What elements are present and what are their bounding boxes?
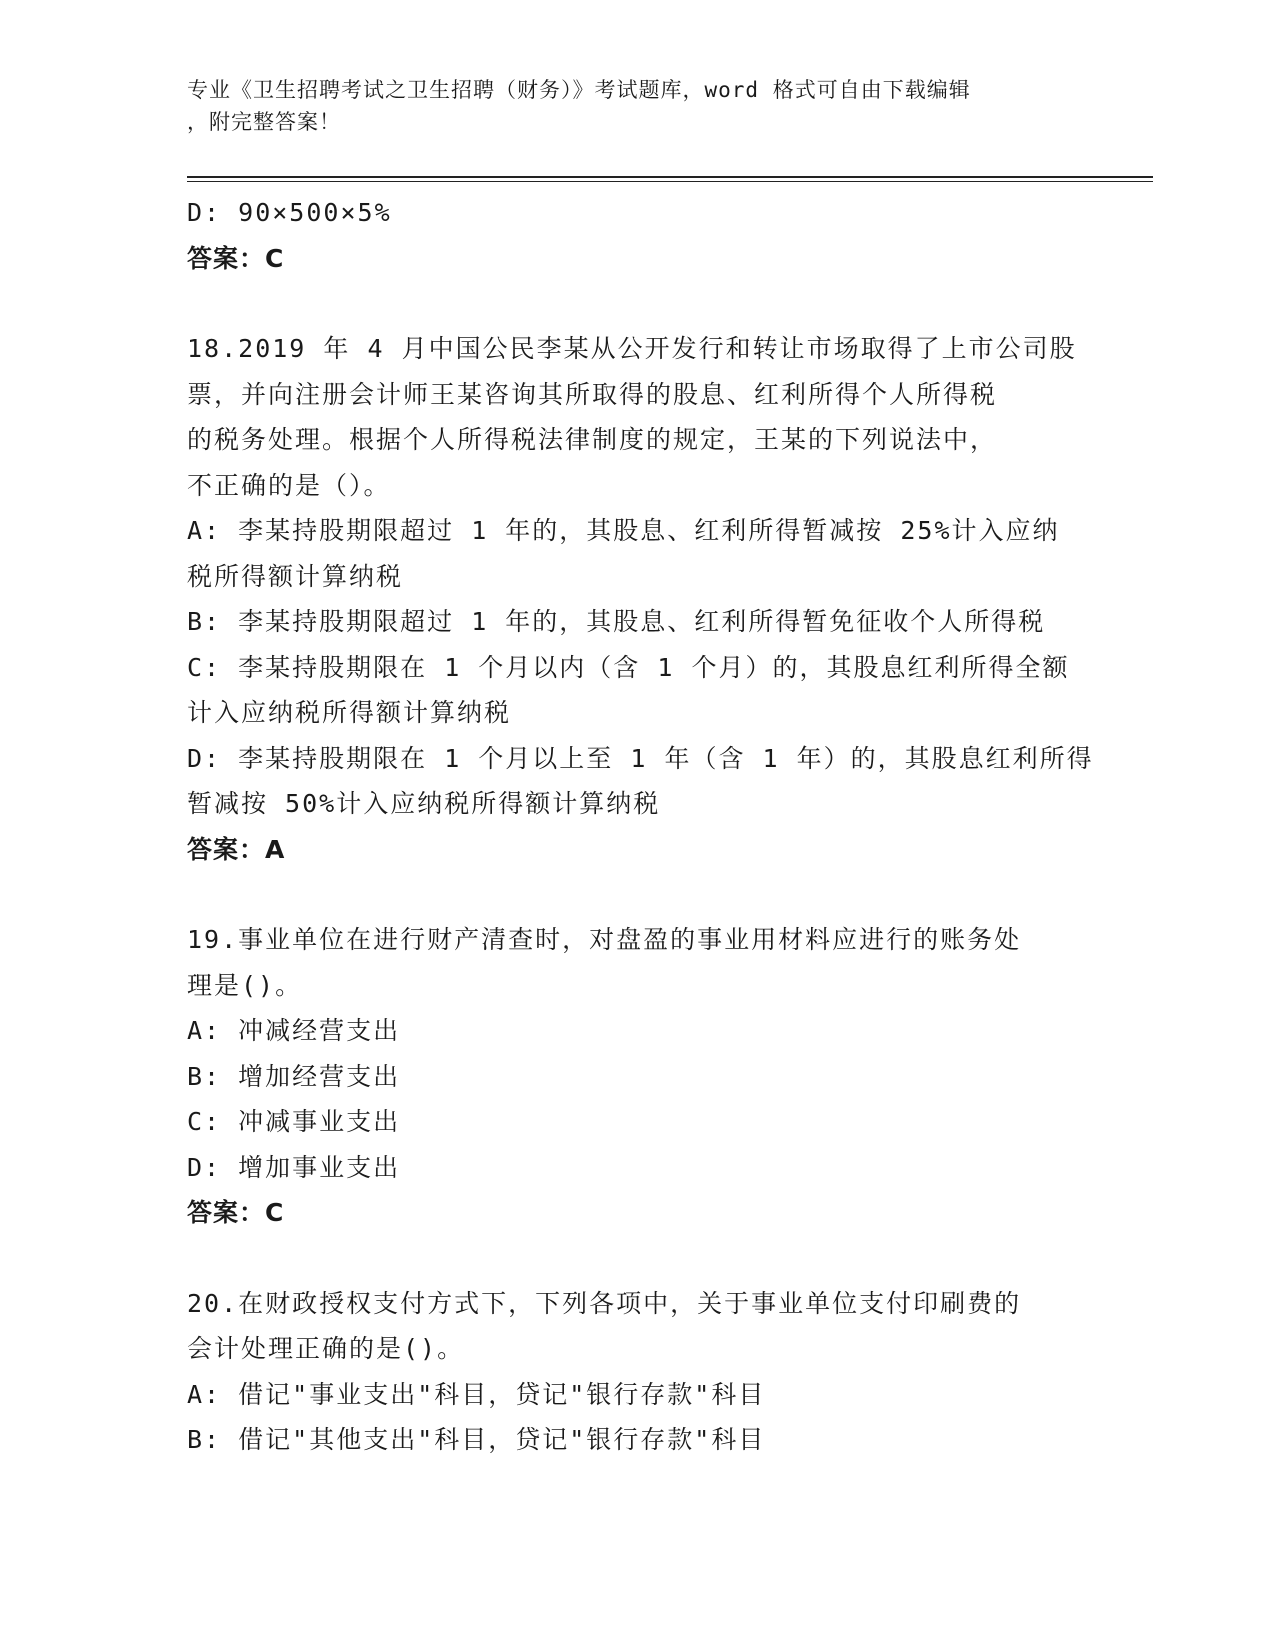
q18-stem-line-1: 18.2019 年 4 月中国公民李某从公开发行和转让市场取得了上市公司股 [187,334,1077,363]
q18-option-c-line-2: 计入应纳税所得额计算纳税 [187,698,512,727]
header-line-2: ，附完整答案！ [187,110,341,134]
page-header [187,74,1067,138]
q19-stem-line-1: 19.事业单位在进行财产清查时，对盘盈的事业用材料应进行的账务处 [187,925,1022,954]
q19-stem-line-2: 理是()。 [187,970,303,1000]
q18-option-a-line-2: 税所得额计算纳税 [187,561,404,591]
q19-option-d: D: 增加事业支出 [187,1152,401,1182]
q20-option-b: B: 借记"其他支出"科目，贷记"银行存款"科目 [187,1425,766,1454]
prev-answer: 答案：C [187,243,285,273]
q20-option-a: A: 借记"事业支出"科目，贷记"银行存款"科目 [187,1379,766,1409]
question-content [187,190,1094,1463]
q18-stem-line-3: 的税务处理。根据个人所得税法律制度的规定，王某的下列说法中， [187,425,998,454]
header-line-1: 专业《卫生招聘考试之卫生招聘（财务）》考试题库，word 格式可自由下载编辑 [187,78,971,102]
q20-stem-line-1: 20.在财政授权支付方式下，下列各项中，关于事业单位支付印刷费的 [187,1288,1022,1318]
header-divider-thin [187,181,1153,182]
question-20 [187,1281,1087,1463]
question-19 [187,917,1087,1236]
q19-answer: 答案：C [187,1198,285,1227]
q18-option-a-line-1: A: 李某持股期限超过 1 年的，其股息、红利所得暂减按 25%计入应纳 [187,516,1060,545]
q18-answer: 答案：A [187,834,286,864]
q18-option-b: B: 李某持股期限超过 1 年的，其股息、红利所得暂免征收个人所得税 [187,607,1046,636]
question-18 [187,326,1094,872]
q18-option-d-line-1: D: 李某持股期限在 1 个月以上至 1 年（含 1 年）的，其股息红利所得 [187,743,1094,773]
q19-option-a: A: 冲减经营支出 [187,1016,401,1045]
q18-stem-line-4: 不正确的是（）。 [187,470,391,500]
spacer [187,1236,1087,1281]
q18-option-c-line-1: C: 李某持股期限在 1 个月以内（含 1 个月）的，其股息红利所得全额 [187,652,1070,682]
prev-option-d: D: 90×500×5% [187,198,392,227]
q19-option-b: B: 增加经营支出 [187,1061,401,1091]
spacer [187,872,1087,917]
q18-stem-line-2: 票，并向注册会计师王某咨询其所取得的股息、红利所得个人所得税 [187,379,998,409]
q20-stem-line-2: 会计处理正确的是()。 [187,1334,465,1363]
header-divider-thick [187,176,1153,178]
q18-option-d-line-2: 暂减按 50%计入应纳税所得额计算纳税 [187,789,661,818]
spacer [187,281,1087,326]
q19-option-c: C: 冲减事业支出 [187,1107,401,1136]
